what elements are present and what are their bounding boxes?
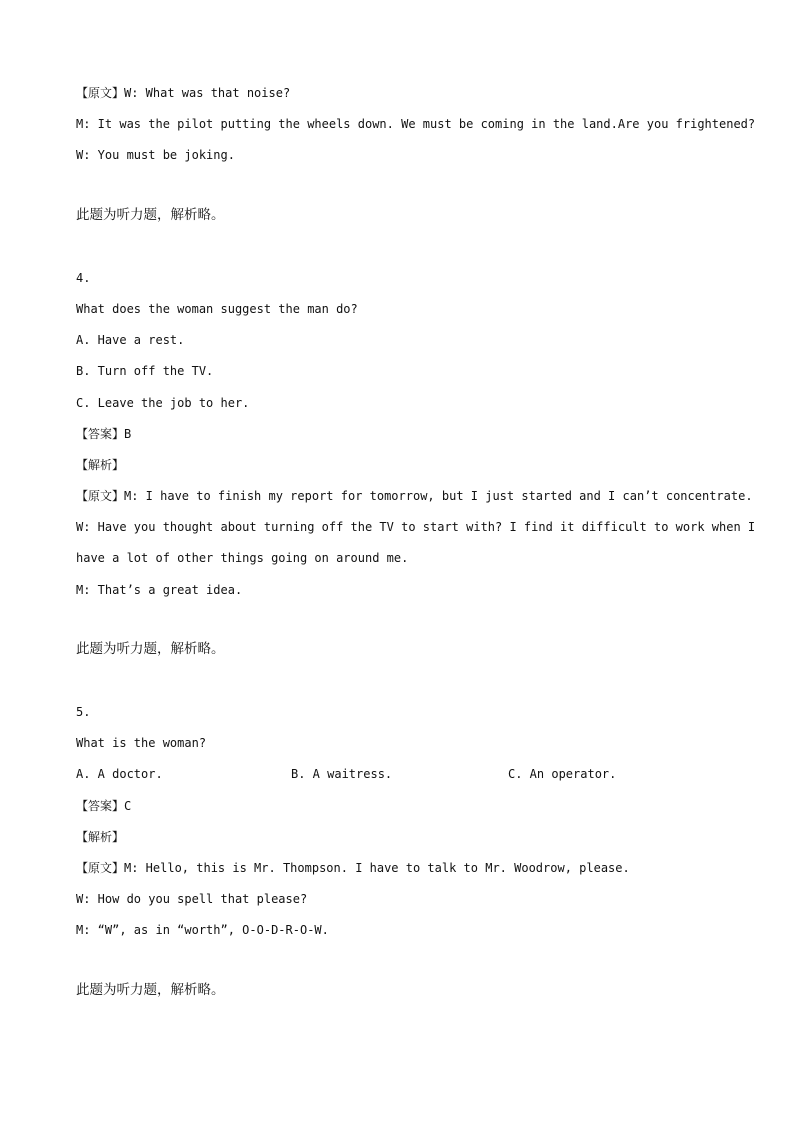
transcript-line: 【原文】W: What was that noise?	[76, 86, 291, 100]
option-c: C. Leave the job to her.	[76, 395, 250, 410]
analysis-note: 此题为听力题，解析略。	[76, 640, 225, 657]
analysis-label: 【解析】	[76, 829, 125, 844]
transcript-line: have a lot of other things going on around me.	[76, 551, 409, 566]
option-a: A. A doctor.	[76, 767, 163, 782]
transcript-line: W: Have you thought about turning off the TV to start with? I find it difficult to work when I	[76, 520, 756, 535]
option-b: B. A waitress.	[291, 767, 393, 782]
analysis-note: 此题为听力题，解析略。	[76, 981, 225, 998]
answer-label: 【答案】B	[76, 426, 132, 441]
question-number: 4.	[76, 270, 91, 285]
question-text: What is the woman?	[76, 736, 207, 751]
transcript-line: W: How do you spell that please?	[76, 892, 308, 907]
transcript-line: M: It was the pilot putting the wheels down. We must be coming in the land.Are you frightened?	[76, 117, 756, 132]
transcript-line: 【原文】M: Hello, this is Mr. Thompson. I have to talk to Mr. Woodrow, please.	[76, 860, 630, 875]
answer-label: 【答案】C	[76, 798, 132, 813]
document-page	[76, 78, 756, 1006]
analysis-label: 【解析】	[76, 457, 125, 472]
transcript-line: W: You must be joking.	[76, 148, 235, 163]
option-c: C. An operator.	[508, 767, 617, 782]
analysis-note: 此题为听力题，解析略。	[76, 206, 225, 223]
transcript-line: M: “W”, as in “worth”, O-O-D-R-O-W.	[76, 923, 329, 938]
options-row	[76, 759, 736, 790]
option-b: B. Turn off the TV.	[76, 364, 214, 379]
question-number: 5.	[76, 705, 91, 719]
transcript-line: M: That’s a great idea.	[76, 582, 243, 597]
transcript-line: 【原文】M: I have to finish my report for tomorrow, but I just started and I can’t concentrate.	[76, 489, 753, 504]
question-text: What does the woman suggest the man do?	[76, 301, 358, 316]
option-a: A. Have a rest.	[76, 333, 185, 348]
